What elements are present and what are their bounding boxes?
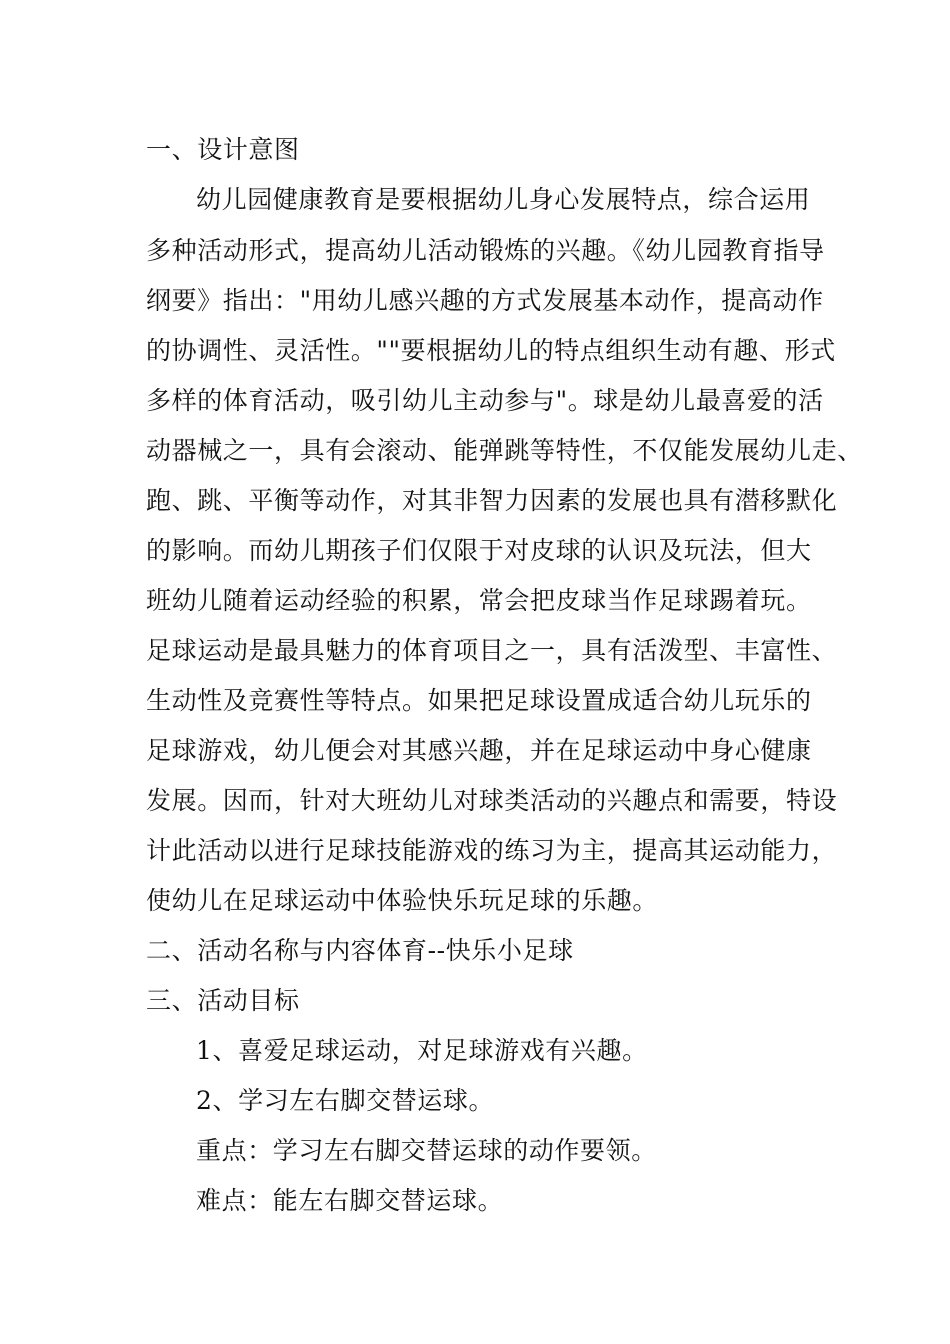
paragraph-line: 多种活动形式，提高幼儿活动锻炼的兴趣。《幼儿园教育指导 <box>146 236 825 265</box>
goal-item: 1、喜爱足球运动，对足球游戏有兴趣。 <box>196 1036 648 1065</box>
paragraph-line: 计此活动以进行足球技能游戏的练习为主，提高其运动能力， <box>146 836 838 865</box>
paragraph-line: 多样的体育活动，吸引幼儿主动参与"。球是幼儿最喜爱的活 <box>146 386 824 415</box>
difficult-point: 难点：能左右脚交替运球。 <box>196 1186 504 1215</box>
paragraph-line: 足球运动是最具魅力的体育项目之一，具有活泼型、丰富性、 <box>146 636 838 665</box>
paragraph-line: 纲要》指出："用幼儿感兴趣的方式发展基本动作，提高动作 <box>146 286 824 315</box>
paragraph-line: 生动性及竞赛性等特点。如果把足球设置成适合幼儿玩乐的 <box>146 686 812 715</box>
section-heading-design-intent: 一、设计意图 <box>146 135 300 164</box>
key-point: 重点：学习左右脚交替运球的动作要领。 <box>196 1136 657 1165</box>
paragraph-line: 的协调性、灵活性。""要根据幼儿的特点组织生动有趣、形式 <box>146 336 836 365</box>
section-heading-activity-goals: 三、活动目标 <box>146 986 300 1015</box>
paragraph-line: 跑、跳、平衡等动作，对其非智力因素的发展也具有潜移默化 <box>146 486 838 515</box>
paragraph-line: 动器械之一，具有会滚动、能弹跳等特性，不仅能发展幼儿走、 <box>146 436 863 465</box>
paragraph-line: 班幼儿随着运动经验的积累，常会把皮球当作足球踢着玩。 <box>146 586 812 615</box>
paragraph-line: 幼儿园健康教育是要根据幼儿身心发展特点，综合运用 <box>196 185 811 214</box>
paragraph-line: 足球游戏，幼儿便会对其感兴趣，并在足球运动中身心健康 <box>146 736 812 765</box>
paragraph-line: 使幼儿在足球运动中体验快乐玩足球的乐趣。 <box>146 886 659 915</box>
paragraph-line: 发展。因而，针对大班幼儿对球类活动的兴趣点和需要，特设 <box>146 786 838 815</box>
goal-item: 2、学习左右脚交替运球。 <box>196 1086 495 1115</box>
section-heading-activity-name: 二、活动名称与内容体育--快乐小足球 <box>146 936 574 965</box>
paragraph-line: 的影响。而幼儿期孩子们仅限于对皮球的认识及玩法，但大 <box>146 536 812 565</box>
